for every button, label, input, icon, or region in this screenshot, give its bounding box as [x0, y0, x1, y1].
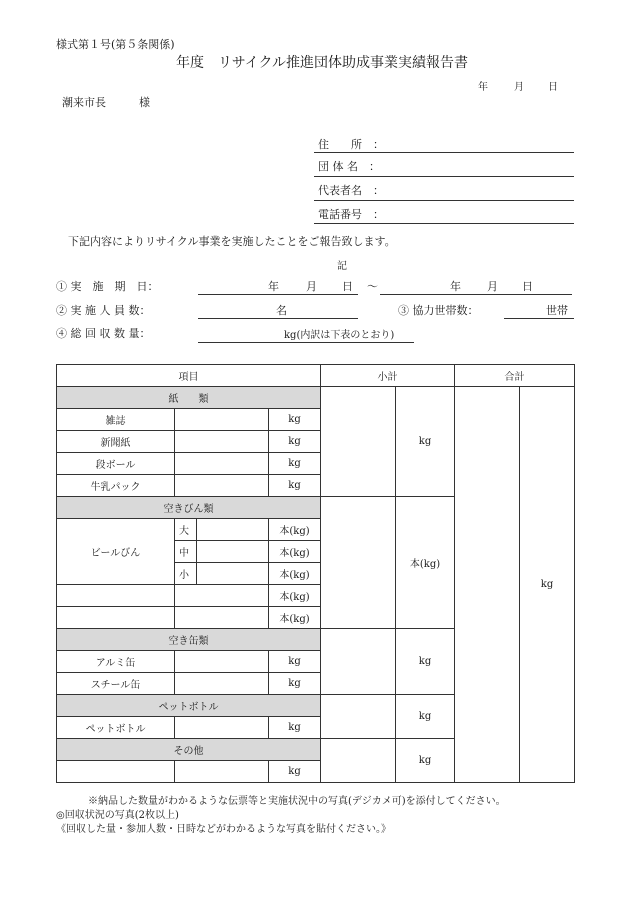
- bottle-value: [197, 563, 269, 585]
- total-amount-line: [198, 342, 414, 343]
- period-label: ① 実 施 期 日：: [56, 280, 159, 293]
- period-month-1: 月: [306, 280, 317, 293]
- form-number: 様式第１号(第５条関係): [56, 38, 175, 51]
- period-line-1: [198, 294, 358, 295]
- paper-category-header: 紙 類: [57, 387, 321, 409]
- period-tilde: ～: [367, 280, 378, 293]
- bottle-subtotal-unit: 本(kg): [396, 497, 455, 629]
- total-amount-label: ④ 総 回 収 数 量：: [56, 327, 151, 340]
- household-count-unit: 世帯: [546, 304, 568, 317]
- can-item-value: [175, 673, 269, 695]
- photo-requirement: ◎回収状況の写真(2枚以上): [56, 810, 179, 821]
- phone-line: [314, 223, 574, 224]
- table-header-row: [57, 365, 575, 387]
- unit-hon-kg: 本(kg): [269, 519, 321, 541]
- other-item-label: [57, 761, 175, 783]
- can-subtotal-blank: [321, 629, 396, 695]
- unit-kg: kg: [269, 717, 321, 739]
- bottle-category-header: 空きびん類: [57, 497, 321, 519]
- bottle-subtotal-blank: [321, 497, 396, 629]
- unit-hon-kg: 本(kg): [269, 563, 321, 585]
- attachment-note: ※納品した数量がわかるような伝票等と実施状況中の写真(デジカメ可)を添付してください。: [88, 796, 506, 807]
- household-count-line: [504, 318, 574, 319]
- address-line: [314, 152, 574, 153]
- phone-label: 電話番号 ：: [318, 208, 384, 221]
- paper-item-value: [175, 431, 269, 453]
- staff-count-label: ② 実 施 人 員 数：: [56, 304, 151, 317]
- can-subtotal-kg: kg: [396, 629, 455, 695]
- other-subtotal-kg: kg: [396, 739, 455, 783]
- intro-text: 下記内容によりリサイクル事業を実施したことをご報告致します。: [68, 235, 396, 248]
- paper-subtotal-blank: [321, 387, 396, 497]
- pet-item-value: [175, 717, 269, 739]
- paper-item-value: [175, 409, 269, 431]
- representative-line: [314, 200, 574, 201]
- unit-kg: kg: [269, 475, 321, 497]
- can-item-value: [175, 651, 269, 673]
- size-small: 小: [175, 563, 197, 585]
- bottle-value: [197, 519, 269, 541]
- size-medium: 中: [175, 541, 197, 563]
- paper-item-label: 段ボール: [57, 453, 175, 475]
- period-month-2: 月: [487, 280, 498, 293]
- unit-kg: kg: [269, 453, 321, 475]
- table-row: [57, 387, 575, 409]
- ki-heading: 記: [337, 261, 347, 272]
- address-label: 住 所 ：: [318, 138, 384, 151]
- period-year-2: 年: [450, 280, 461, 293]
- beer-bottle-label: ビールびん: [57, 519, 175, 585]
- paper-item-value: [175, 453, 269, 475]
- unit-hon-kg: 本(kg): [269, 541, 321, 563]
- breakdown-table: [56, 364, 575, 783]
- col-header-item: 項目: [57, 365, 321, 387]
- paper-item-label: 新聞紙: [57, 431, 175, 453]
- date-day: 日: [548, 82, 558, 93]
- staff-count-line: [198, 318, 358, 319]
- addressee: 潮来市長 様: [62, 96, 150, 109]
- unit-kg: kg: [269, 761, 321, 783]
- period-year-1: 年: [268, 280, 279, 293]
- period-day-2: 日: [522, 280, 533, 293]
- unit-hon-kg: 本(kg): [269, 585, 321, 607]
- unit-kg: kg: [269, 651, 321, 673]
- other-category-header: その他: [57, 739, 321, 761]
- representative-label: 代表者名 ：: [318, 184, 384, 197]
- staff-count-unit: 名: [276, 304, 287, 317]
- col-header-total: 合計: [455, 365, 575, 387]
- can-category-header: 空き缶類: [57, 629, 321, 651]
- period-line-2: [380, 294, 572, 295]
- period-day-1: 日: [342, 280, 353, 293]
- bottle-value: [197, 541, 269, 563]
- paper-item-label: 牛乳パック: [57, 475, 175, 497]
- group-name-line: [314, 176, 574, 177]
- pet-subtotal-blank: [321, 695, 396, 739]
- col-header-subtotal: 小計: [321, 365, 455, 387]
- other-item-value: [175, 761, 269, 783]
- bottle-extra-label: [57, 607, 175, 629]
- total-amount-unit: kg(内訳は下表のとおり): [284, 330, 395, 341]
- paper-item-value: [175, 475, 269, 497]
- page-title: 年度 リサイクル推進団体助成事業実績報告書: [176, 55, 469, 71]
- pet-subtotal-kg: kg: [396, 695, 455, 739]
- group-name-label: 団 体 名 ：: [318, 160, 380, 173]
- bottle-extra-label: [57, 585, 175, 607]
- paper-item-label: 雑誌: [57, 409, 175, 431]
- date-year: 年: [478, 82, 488, 93]
- photo-instruction: 《回収した量・参加人数・日時などがわかるような写真を貼付ください。》: [56, 824, 391, 835]
- grand-total-kg: kg: [520, 387, 575, 783]
- unit-kg: kg: [269, 673, 321, 695]
- pet-category-header: ペットボトル: [57, 695, 321, 717]
- can-item-label: スチール缶: [57, 673, 175, 695]
- household-count-label: ③ 協力世帯数：: [398, 304, 479, 317]
- can-item-label: アルミ缶: [57, 651, 175, 673]
- unit-kg: kg: [269, 409, 321, 431]
- other-subtotal-blank: [321, 739, 396, 783]
- date-month: 月: [514, 82, 524, 93]
- unit-hon-kg: 本(kg): [269, 607, 321, 629]
- paper-subtotal-kg: kg: [396, 387, 455, 497]
- pet-item-label: ペットボトル: [57, 717, 175, 739]
- unit-kg: kg: [269, 431, 321, 453]
- size-large: 大: [175, 519, 197, 541]
- bottle-value: [175, 585, 269, 607]
- grand-total-blank: [455, 387, 520, 783]
- bottle-value: [175, 607, 269, 629]
